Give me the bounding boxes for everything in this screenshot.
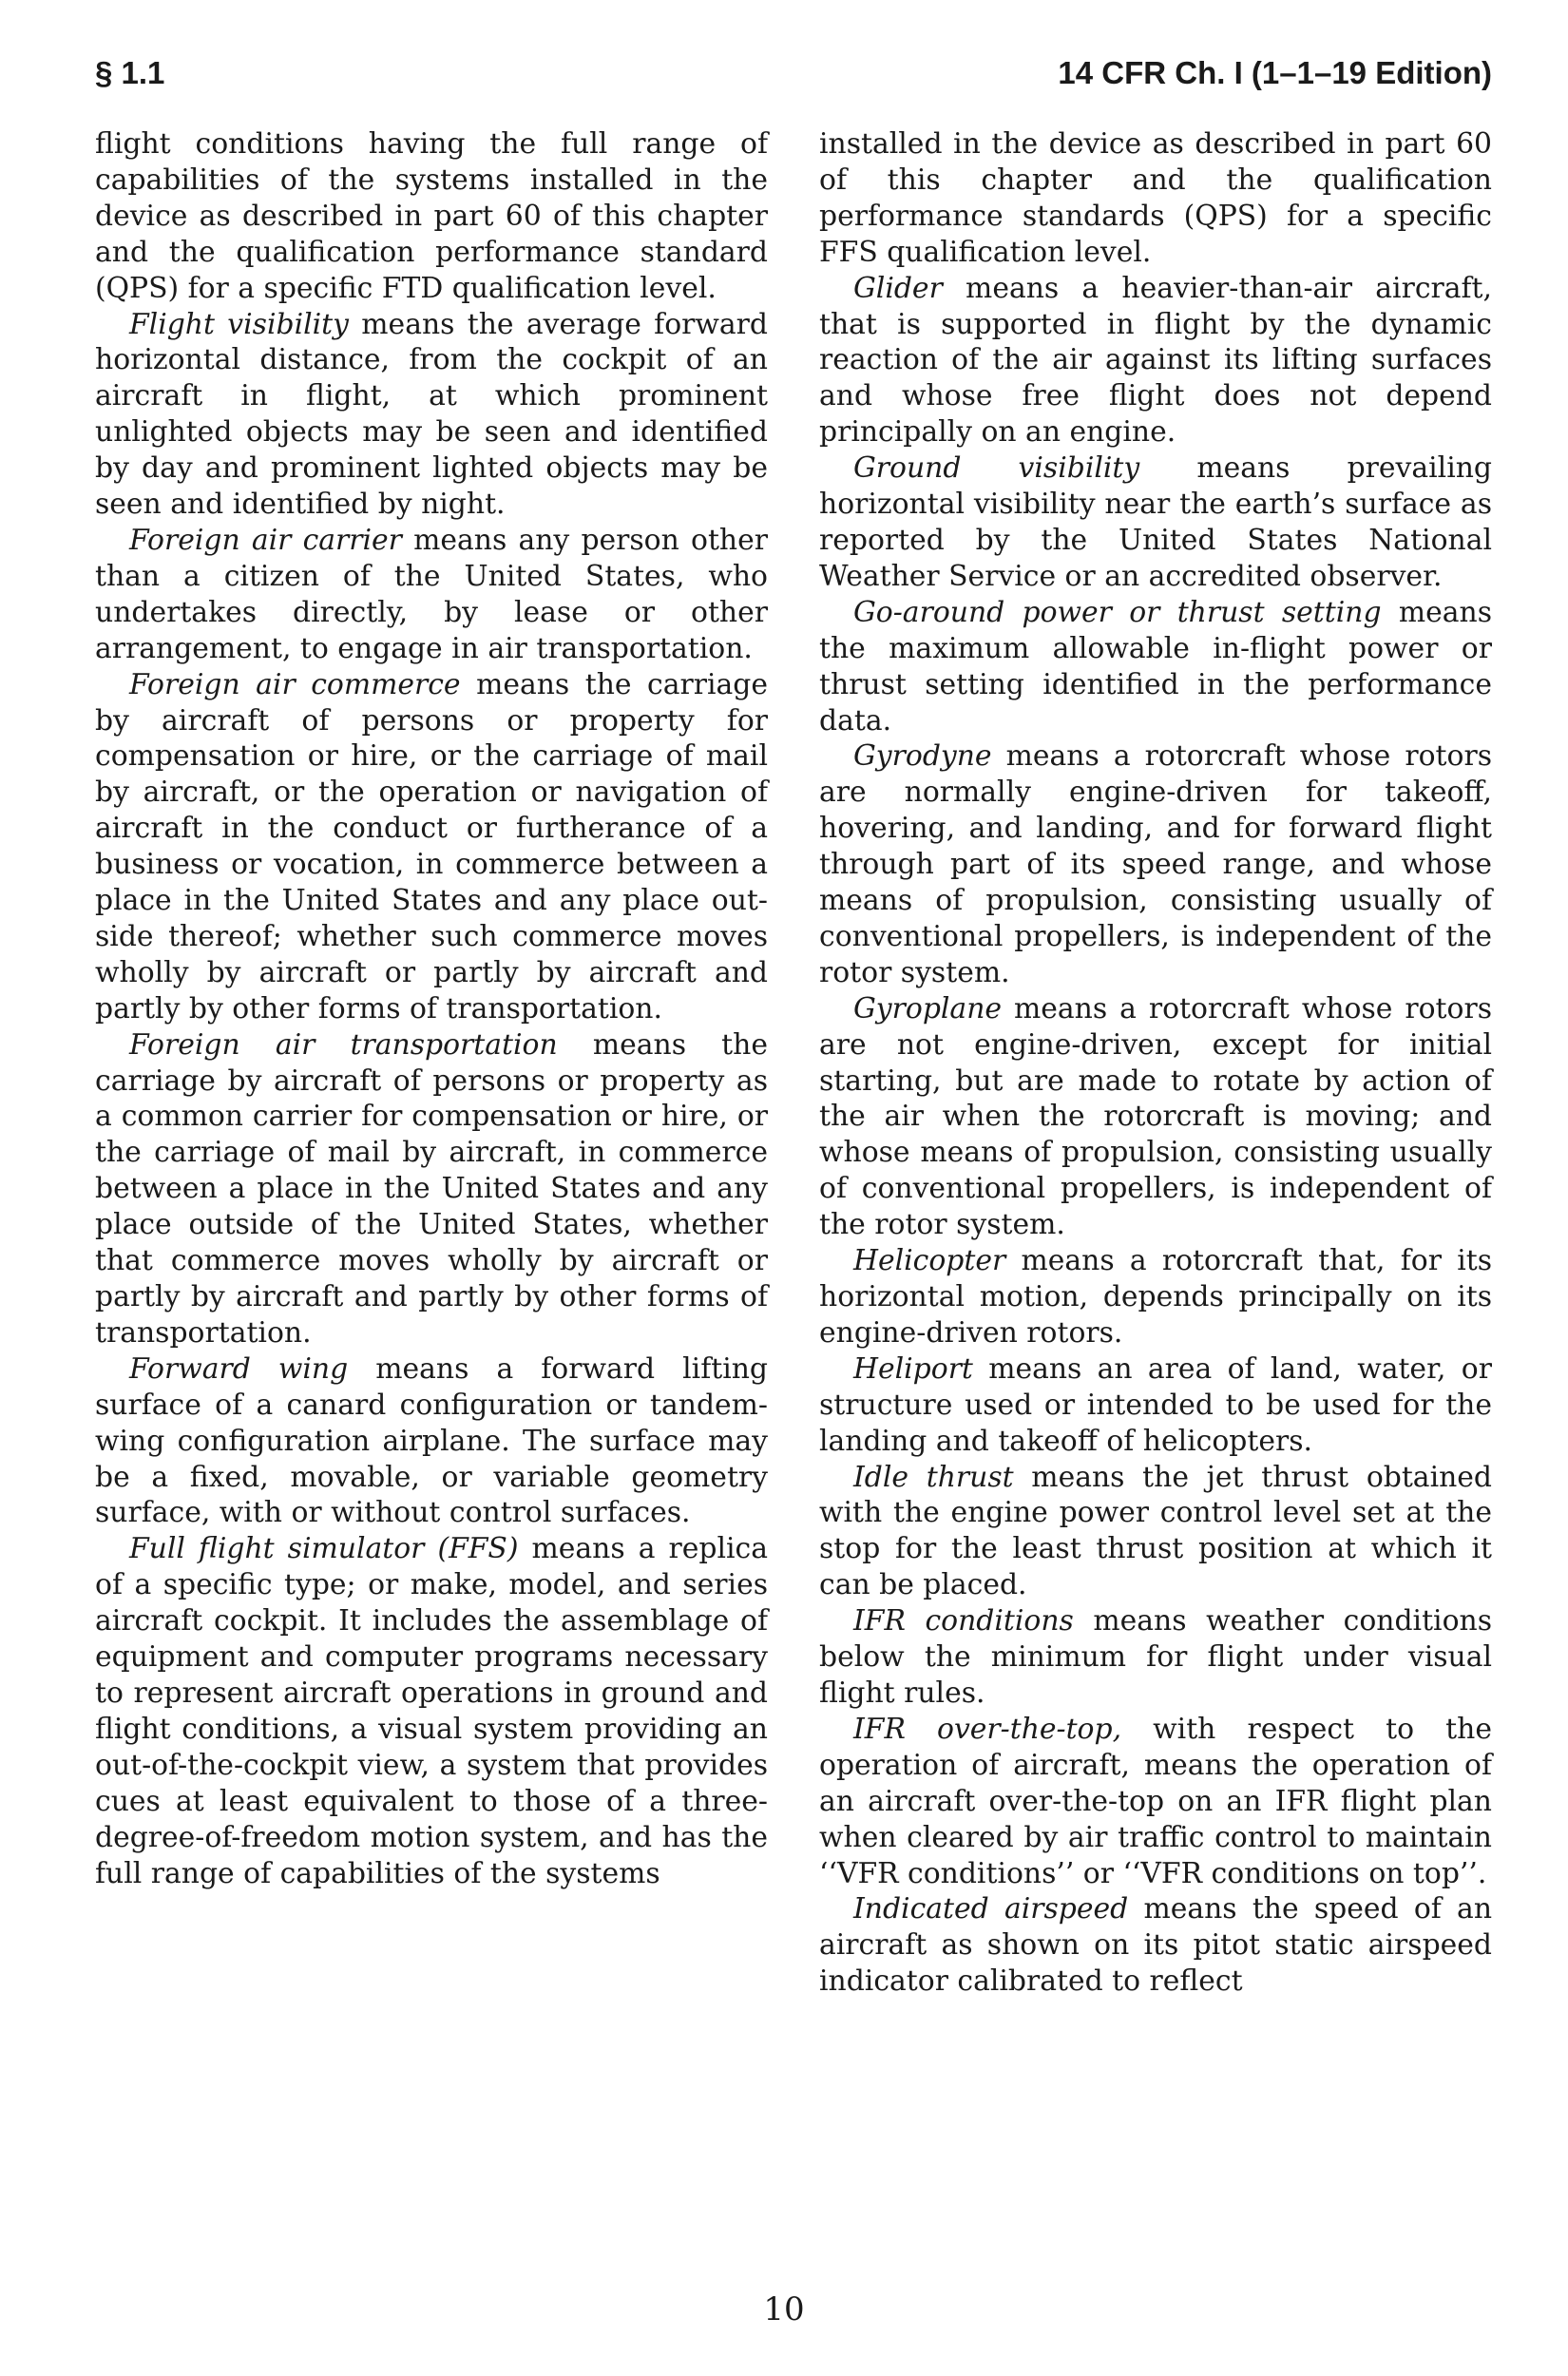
definition-entry [819,1243,1492,1351]
definition-text: means the maximum allowable in-flight power or thrust setting identified in the performance data. [819,595,1492,738]
definition-text: means a forward lifting surface of a canard configuration or tandem-wing configuration airplane. The surface may be a fixed, movable, or variable geometry surface, with or without control surfaces. [95,1351,768,1530]
defined-term: Forward wing [129,1351,349,1386]
left-column [95,126,768,1891]
defined-term: IFR over-the-top, [853,1712,1122,1746]
definition-text: means the carriage by aircraft of persons or property as a common carrier for compensation or hire, or the carriage of mail by aircraft, in commerce between a place in the United States and any place outside of the United States, whether that commerce moves wholly by aircraft or partly by aircraft and partly by other forms of transportation. [95,1027,768,1350]
definition-entry [819,738,1492,990]
definition-text: means the carriage by aircraft of persons or property for compensation or hire, or the carriage of mail by aircraft, or the operation or navigation of aircraft in the conduct or furtherance of a business or vocation, in commerce between a place in the United States and any place outside thereof; whether such commerce moves wholly by aircraft or partly by aircraft and partly by other forms of transportation. [95,667,768,1025]
defined-term: Foreign air commerce [129,667,461,701]
definition-entry [819,1460,1492,1604]
defined-term: Foreign air carrier [129,523,402,557]
definition-text: means the average forward horizontal distance, from the cockpit of an aircraft in flight, at which prominent unlighted objects may be seen and identified by day and prominent lighted objects may be seen and identified by night. [95,307,768,522]
definition-entry [95,523,768,667]
definition-text: means the speed of an aircraft as shown on its pitot static airspeed indicator calibrated to reflect [819,1892,1493,1999]
definition-text: flight conditions having the full range of capabilities of the systems installed in the device as described in part 60 of this chapter and the qualification performance standard (QPS) for a specific FTD qualification level. [95,127,768,305]
edition-label: 14 CFR Ch. I (1–1–19 Edition) [1058,55,1492,90]
defined-term: Ground visibility [853,451,1140,486]
defined-term: Indicated airspeed [853,1892,1129,1926]
defined-term: Idle thrust [853,1460,1014,1494]
definition-entry [819,450,1492,595]
definition-entry [819,126,1492,271]
page-number: 10 [763,2290,805,2328]
section-number: § 1.1 [95,55,165,90]
defined-term: Gyrodyne [853,739,992,774]
defined-term: Flight visibility [129,307,349,341]
definition-text: installed in the device as described in part 60 of this chapter and the qualification performance standards (QPS) for a specific FFS qualification level. [819,127,1492,269]
definition-entry [819,1351,1492,1460]
definition-entry [819,595,1492,739]
definition-text: with respect to the operation of aircraft, means the operation of an aircraft over-the-top on an IFR flight plan when cleared by air traffic control to maintain ‘‘VFR conditions’’ or ‘‘VFR conditions on top’’. [819,1712,1492,1890]
definition-entry [95,1027,768,1351]
defined-term: IFR conditions [853,1604,1074,1638]
definition-text: means an area of land, water, or structure used or intended to be used for the landing and takeoff of helicopters. [819,1351,1492,1458]
definition-text: means the jet thrust obtained with the engine power control level set at the stop for the least thrust position at which it can be placed. [819,1460,1492,1602]
definition-entry [95,1351,768,1532]
defined-term: Glider [853,271,943,305]
definition-text: means a replica of a specific type; or make, model, and series aircraft cockpit. It includes the assemblage of equipment and computer programs necessary to represent aircraft operations in ground and flight conditions, a visual system providing an out-of-the-cockpit view, a system that provides cues at least equivalent to those of a three-degree-of-freedom motion system, and has the full range of capabilities of the systems [95,1532,768,1890]
definition-entry [95,667,768,1027]
definition-entry [819,1712,1492,1892]
running-head [95,49,1492,97]
definition-text: means a heavier-than-air aircraft, that is supported in flight by the dynamic reaction of the air against its lifting surfaces and whose free flight does not depend principally on an engine. [819,271,1492,450]
definition-entry [819,991,1492,1243]
definition-entry [95,307,768,523]
definition-entry [819,1891,1492,2000]
right-column [819,126,1492,2000]
defined-term: Helicopter [853,1244,1006,1278]
definition-text: means weather conditions below the minimum for flight under visual flight rules. [819,1604,1492,1710]
definition-text: means any person other than a citizen of the United States, who undertakes directly, by lease or other arrangement, to engage in air transportation. [95,523,768,665]
definition-text: means a rotorcraft that, for its horizontal motion, depends principally on its engine-driven rotors. [819,1244,1492,1350]
definition-entry [819,271,1492,451]
definition-text: means prevailing horizontal visibility near the earth’s surface as reported by the United States National Weather Service or an accredited observer. [819,451,1492,593]
defined-term: Full flight simulator (FFS) [129,1532,519,1566]
definition-entry [95,1531,768,1891]
definition-entry [819,1603,1492,1712]
definition-entry [95,126,768,307]
defined-term: Gyroplane [853,991,1003,1025]
defined-term: Heliport [853,1351,973,1386]
defined-term: Go-around power or thrust setting [853,595,1382,629]
definition-text: means a rotorcraft whose rotors are not engine-driven, except for initial starting, but are made to rotate by action of the air when the rotorcraft is moving; and whose means of propulsion, consisting usually of conventional propellers, is independent of the rotor system. [819,991,1492,1242]
definition-text: means a rotorcraft whose rotors are normally engine-driven for takeoff, hovering, and landing, and for forward flight through part of its speed range, and whose means of propulsion, consisting usually of conventional propellers, is independent of the rotor system. [819,739,1492,989]
defined-term: Foreign air transportation [129,1027,558,1062]
